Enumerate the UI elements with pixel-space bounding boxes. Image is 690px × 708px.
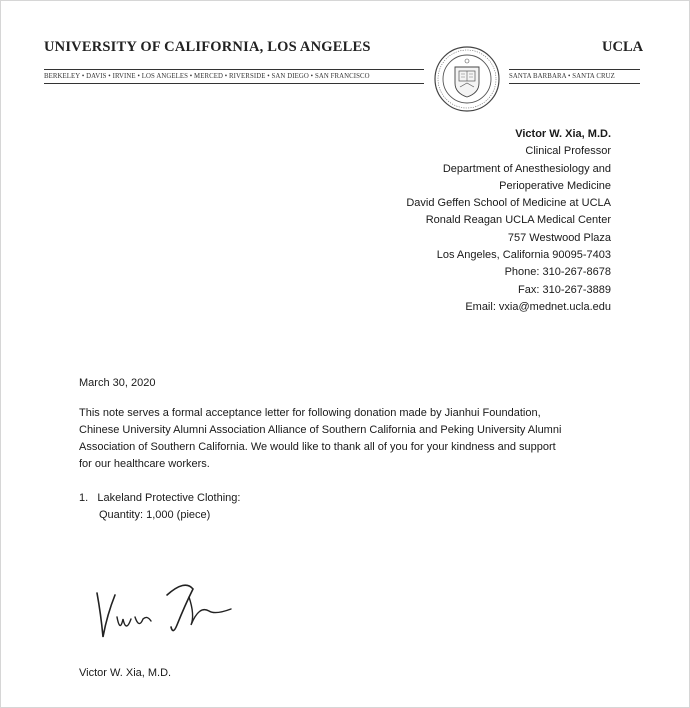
sender-medical-center: Ronald Reagan UCLA Medical Center [425,214,611,227]
handwritten-signature [93,575,243,645]
sender-email: Email: vxia@mednet.ucla.edu [465,300,611,313]
sender-title: Clinical Professor [525,145,611,158]
campus-list-right: SANTA BARBARA • SANTA CRUZ [509,73,615,80]
university-abbrev: UCLA [602,39,644,55]
university-name: UNIVERSITY OF CALIFORNIA, LOS ANGELES [44,39,371,55]
signer-name: Victor W. Xia, M.D. [79,667,172,679]
donation-item-quantity: Quantity: 1,000 (piece) [99,509,211,521]
sender-name: Victor W. Xia, M.D. [515,128,611,140]
paragraph-line: Chinese University Alumni Association Alliance of Southern California and Peking University Alumni [79,424,562,436]
donation-item-name: 1. Lakeland Protective Clothing: [79,492,241,504]
letterhead-rule-left-top [44,69,424,70]
sender-city: Los Angeles, California 90095-7403 [436,249,611,262]
sender-department: Department of Anesthesiology and [442,162,611,175]
sender-fax: Fax: 310-267-3889 [518,283,611,296]
sender-street: 757 Westwood Plaza [507,231,611,244]
letter-date: March 30, 2020 [79,377,156,389]
paragraph-line: for our healthcare workers. [79,458,210,470]
letterhead-rule-right-bottom [509,83,640,84]
sender-address-block [406,126,611,316]
sender-phone: Phone: 310-267-8678 [504,266,611,279]
letter-paragraph [79,405,639,473]
sender-department-cont: Perioperative Medicine [499,179,611,192]
campus-list-left: BERKELEY • DAVIS • IRVINE • LOS ANGELES • MERCED • RIVERSIDE • SAN DIEGO • SAN FRANCISCO [44,73,370,80]
paragraph-line: Association of Southern California. We would like to thank all of you for your kindness and support [79,441,556,453]
sender-school: David Geffen School of Medicine at UCLA [406,197,611,210]
donation-item [79,490,240,524]
university-seal-icon [433,45,501,113]
letterhead-rule-left-bottom [44,83,424,84]
letterhead-rule-right-top [509,69,640,70]
paragraph-line: This note serves a formal acceptance letter for following donation made by Jianhui Foundation, [79,407,541,419]
